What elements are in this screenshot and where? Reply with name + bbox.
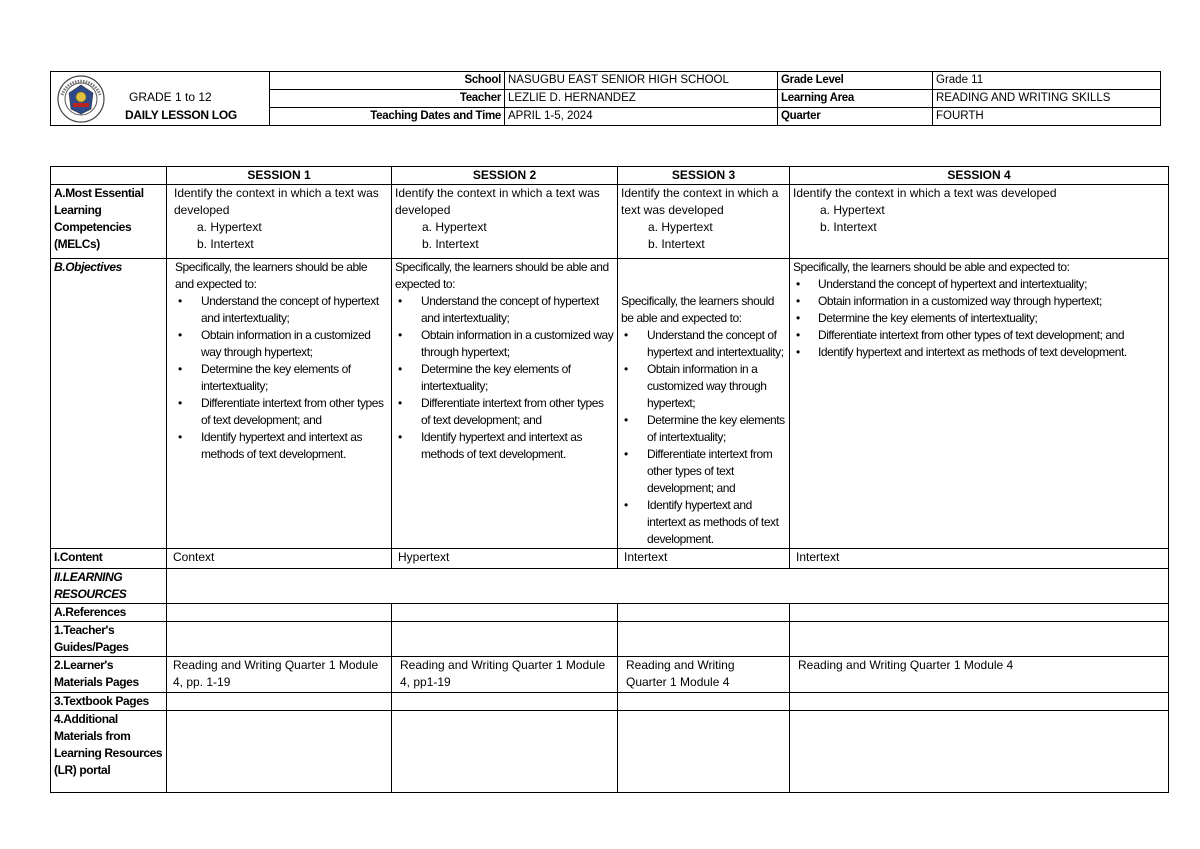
objective-item: • Obtain information in a customized way through hypertext; <box>621 361 786 412</box>
school-value: NASUGBU EAST SENIOR HIGH SCHOOL <box>505 72 778 90</box>
textbook-session-4 <box>790 693 1169 711</box>
melcs-intro: Identify the context in which a text was developed <box>395 186 600 217</box>
objectives-row <box>51 259 1169 549</box>
grade-level-label: Grade Level <box>778 72 933 90</box>
objective-item: • Understand the concept of hypertext and intertextuality; <box>175 293 388 327</box>
session-3-header: SESSION 3 <box>618 167 790 185</box>
textbook-session-1 <box>167 693 392 711</box>
references-label: A.References <box>51 604 167 622</box>
content-session-4: Intertext <box>790 549 1169 569</box>
objectives-intro: Specifically, the learners should be able and expected to: <box>395 260 609 291</box>
references-row <box>51 604 1169 622</box>
additional-materials-session-1 <box>167 711 392 793</box>
objectives-intro: Specifically, the learners should be able and expected to: <box>175 260 368 291</box>
teachers-guides-session-2 <box>392 622 618 657</box>
melcs-item-a: a. Hypertext <box>422 220 487 234</box>
teachers-guides-session-4 <box>790 622 1169 657</box>
objective-item: • Obtain information in a customized way through hypertext; <box>175 327 388 361</box>
learners-materials-row <box>51 657 1169 693</box>
melcs-session-3 <box>618 185 790 259</box>
teacher-label: Teacher <box>270 90 505 108</box>
session-4-header: SESSION 4 <box>790 167 1169 185</box>
learners-materials-session-2: Reading and Writing Quarter 1 Module 4, pp1-19 <box>392 657 618 693</box>
learners-materials-session-4: Reading and Writing Quarter 1 Module 4 <box>790 657 1169 693</box>
additional-materials-row <box>51 711 1169 793</box>
content-session-3: Intertext <box>618 549 790 569</box>
school-label: School <box>270 72 505 90</box>
textbook-label: 3.Textbook Pages <box>51 693 167 711</box>
teaching-dates-value: APRIL 1-5, 2024 <box>505 108 778 126</box>
deped-seal-icon <box>57 75 105 123</box>
melcs-label: A.Most Essential Learning Competencies (MELCs) <box>51 185 167 259</box>
content-session-1: Context <box>167 549 392 569</box>
objective-item: • Differentiate intertext from other types of text development; and <box>395 395 614 429</box>
objectives-label: B.Objectives <box>51 259 167 549</box>
references-session-4 <box>790 604 1169 622</box>
content-row <box>51 549 1169 569</box>
learning-resources-row <box>51 569 1169 604</box>
objective-item: • Identify hypertext and intertext as methods of text development. <box>793 344 1165 361</box>
lesson-table <box>50 166 1169 793</box>
objective-item: • Determine the key elements of intertextuality; <box>175 361 388 395</box>
objective-item: • Determine the key elements of intertextuality; <box>793 310 1165 327</box>
grade-range-label: GRADE 1 to 12 <box>129 90 212 104</box>
session-2-header: SESSION 2 <box>392 167 618 185</box>
learners-materials-session-1: Reading and Writing Quarter 1 Module 4, pp. 1-19 <box>167 657 392 693</box>
teachers-guides-session-3 <box>618 622 790 657</box>
objective-item: • Understand the concept of hypertext and intertextuality; <box>621 327 786 361</box>
objective-item: • Identify hypertext and intertext as methods of text development. <box>621 497 786 548</box>
melcs-intro: Identify the context in which a text was developed <box>621 186 779 217</box>
melcs-item-b: b. Intertext <box>648 237 705 251</box>
textbook-session-3 <box>618 693 790 711</box>
objectives-session-3 <box>618 259 790 549</box>
teachers-guides-label: 1.Teacher's Guides/Pages <box>51 622 167 657</box>
content-session-2: Hypertext <box>392 549 618 569</box>
melcs-intro: Identify the context in which a text was developed <box>793 186 1057 200</box>
objective-item: • Identify hypertext and intertext as methods of text development. <box>395 429 614 463</box>
melcs-intro: Identify the context in which a text was developed <box>174 186 379 217</box>
textbook-row <box>51 693 1169 711</box>
objective-item: • Determine the key elements of intertextuality; <box>621 412 786 446</box>
references-session-2 <box>392 604 618 622</box>
session-header-row <box>51 167 1169 185</box>
additional-materials-session-4 <box>790 711 1169 793</box>
textbook-session-2 <box>392 693 618 711</box>
additional-materials-session-3 <box>618 711 790 793</box>
objective-item: • Obtain information in a customized way through hypertext; <box>395 327 614 361</box>
teaching-dates-label: Teaching Dates and Time <box>270 108 505 126</box>
session-1-header: SESSION 1 <box>167 167 392 185</box>
corner-cell <box>51 167 167 185</box>
learning-resources-span <box>167 569 1169 604</box>
objective-item: • Differentiate intertext from other types of text development; and <box>175 395 388 429</box>
objectives-session-4 <box>790 259 1169 549</box>
melcs-session-2 <box>392 185 618 259</box>
learners-materials-session-3: Reading and Writing Quarter 1 Module 4 <box>618 657 790 693</box>
melcs-item-a: a. Hypertext <box>648 220 713 234</box>
objective-item: • Determine the key elements of intertextuality; <box>395 361 614 395</box>
melcs-item-a: a. Hypertext <box>820 203 885 217</box>
header-logo-cell <box>51 72 270 126</box>
additional-materials-label: 4.Additional Materials from Learning Resources (LR) portal <box>51 711 167 793</box>
teachers-guides-row <box>51 622 1169 657</box>
objective-item: • Understand the concept of hypertext and intertextuality; <box>793 276 1165 293</box>
melcs-session-4 <box>790 185 1169 259</box>
learning-area-value: READING AND WRITING SKILLS <box>933 90 1161 108</box>
learning-resources-label: II.LEARNING RESOURCES <box>51 569 167 604</box>
references-session-3 <box>618 604 790 622</box>
objective-item: • Identify hypertext and intertext as methods of text development. <box>175 429 388 463</box>
content-label: I.Content <box>51 549 167 569</box>
melcs-session-1 <box>167 185 392 259</box>
objectives-session-2 <box>392 259 618 549</box>
grade-level-value: Grade 11 <box>933 72 1161 90</box>
objective-item: • Differentiate intertext from other types of text development; and <box>793 327 1165 344</box>
quarter-value: FOURTH <box>933 108 1161 126</box>
objectives-session-1 <box>167 259 392 549</box>
objective-item: • Differentiate intertext from other types of text development; and <box>621 446 786 497</box>
melcs-row <box>51 185 1169 259</box>
objectives-intro: Specifically, the learners should be able and expected to: <box>621 294 775 325</box>
learners-materials-label: 2.Learner's Materials Pages <box>51 657 167 693</box>
teachers-guides-session-1 <box>167 622 392 657</box>
objectives-intro: Specifically, the learners should be able and expected to: <box>793 260 1070 274</box>
melcs-item-a: a. Hypertext <box>197 220 262 234</box>
teacher-value: LEZLIE D. HERNANDEZ <box>505 90 778 108</box>
learning-area-label: Learning Area <box>778 90 933 108</box>
objective-item: • Obtain information in a customized way through hypertext; <box>793 293 1165 310</box>
melcs-item-b: b. Intertext <box>820 220 877 234</box>
header-table <box>50 71 1161 126</box>
references-session-1 <box>167 604 392 622</box>
melcs-item-b: b. Intertext <box>422 237 479 251</box>
melcs-item-b: b. Intertext <box>197 237 254 251</box>
quarter-label: Quarter <box>778 108 933 126</box>
objective-item: • Understand the concept of hypertext and intertextuality; <box>395 293 614 327</box>
daily-lesson-log-title: DAILY LESSON LOG <box>125 108 237 122</box>
additional-materials-session-2 <box>392 711 618 793</box>
